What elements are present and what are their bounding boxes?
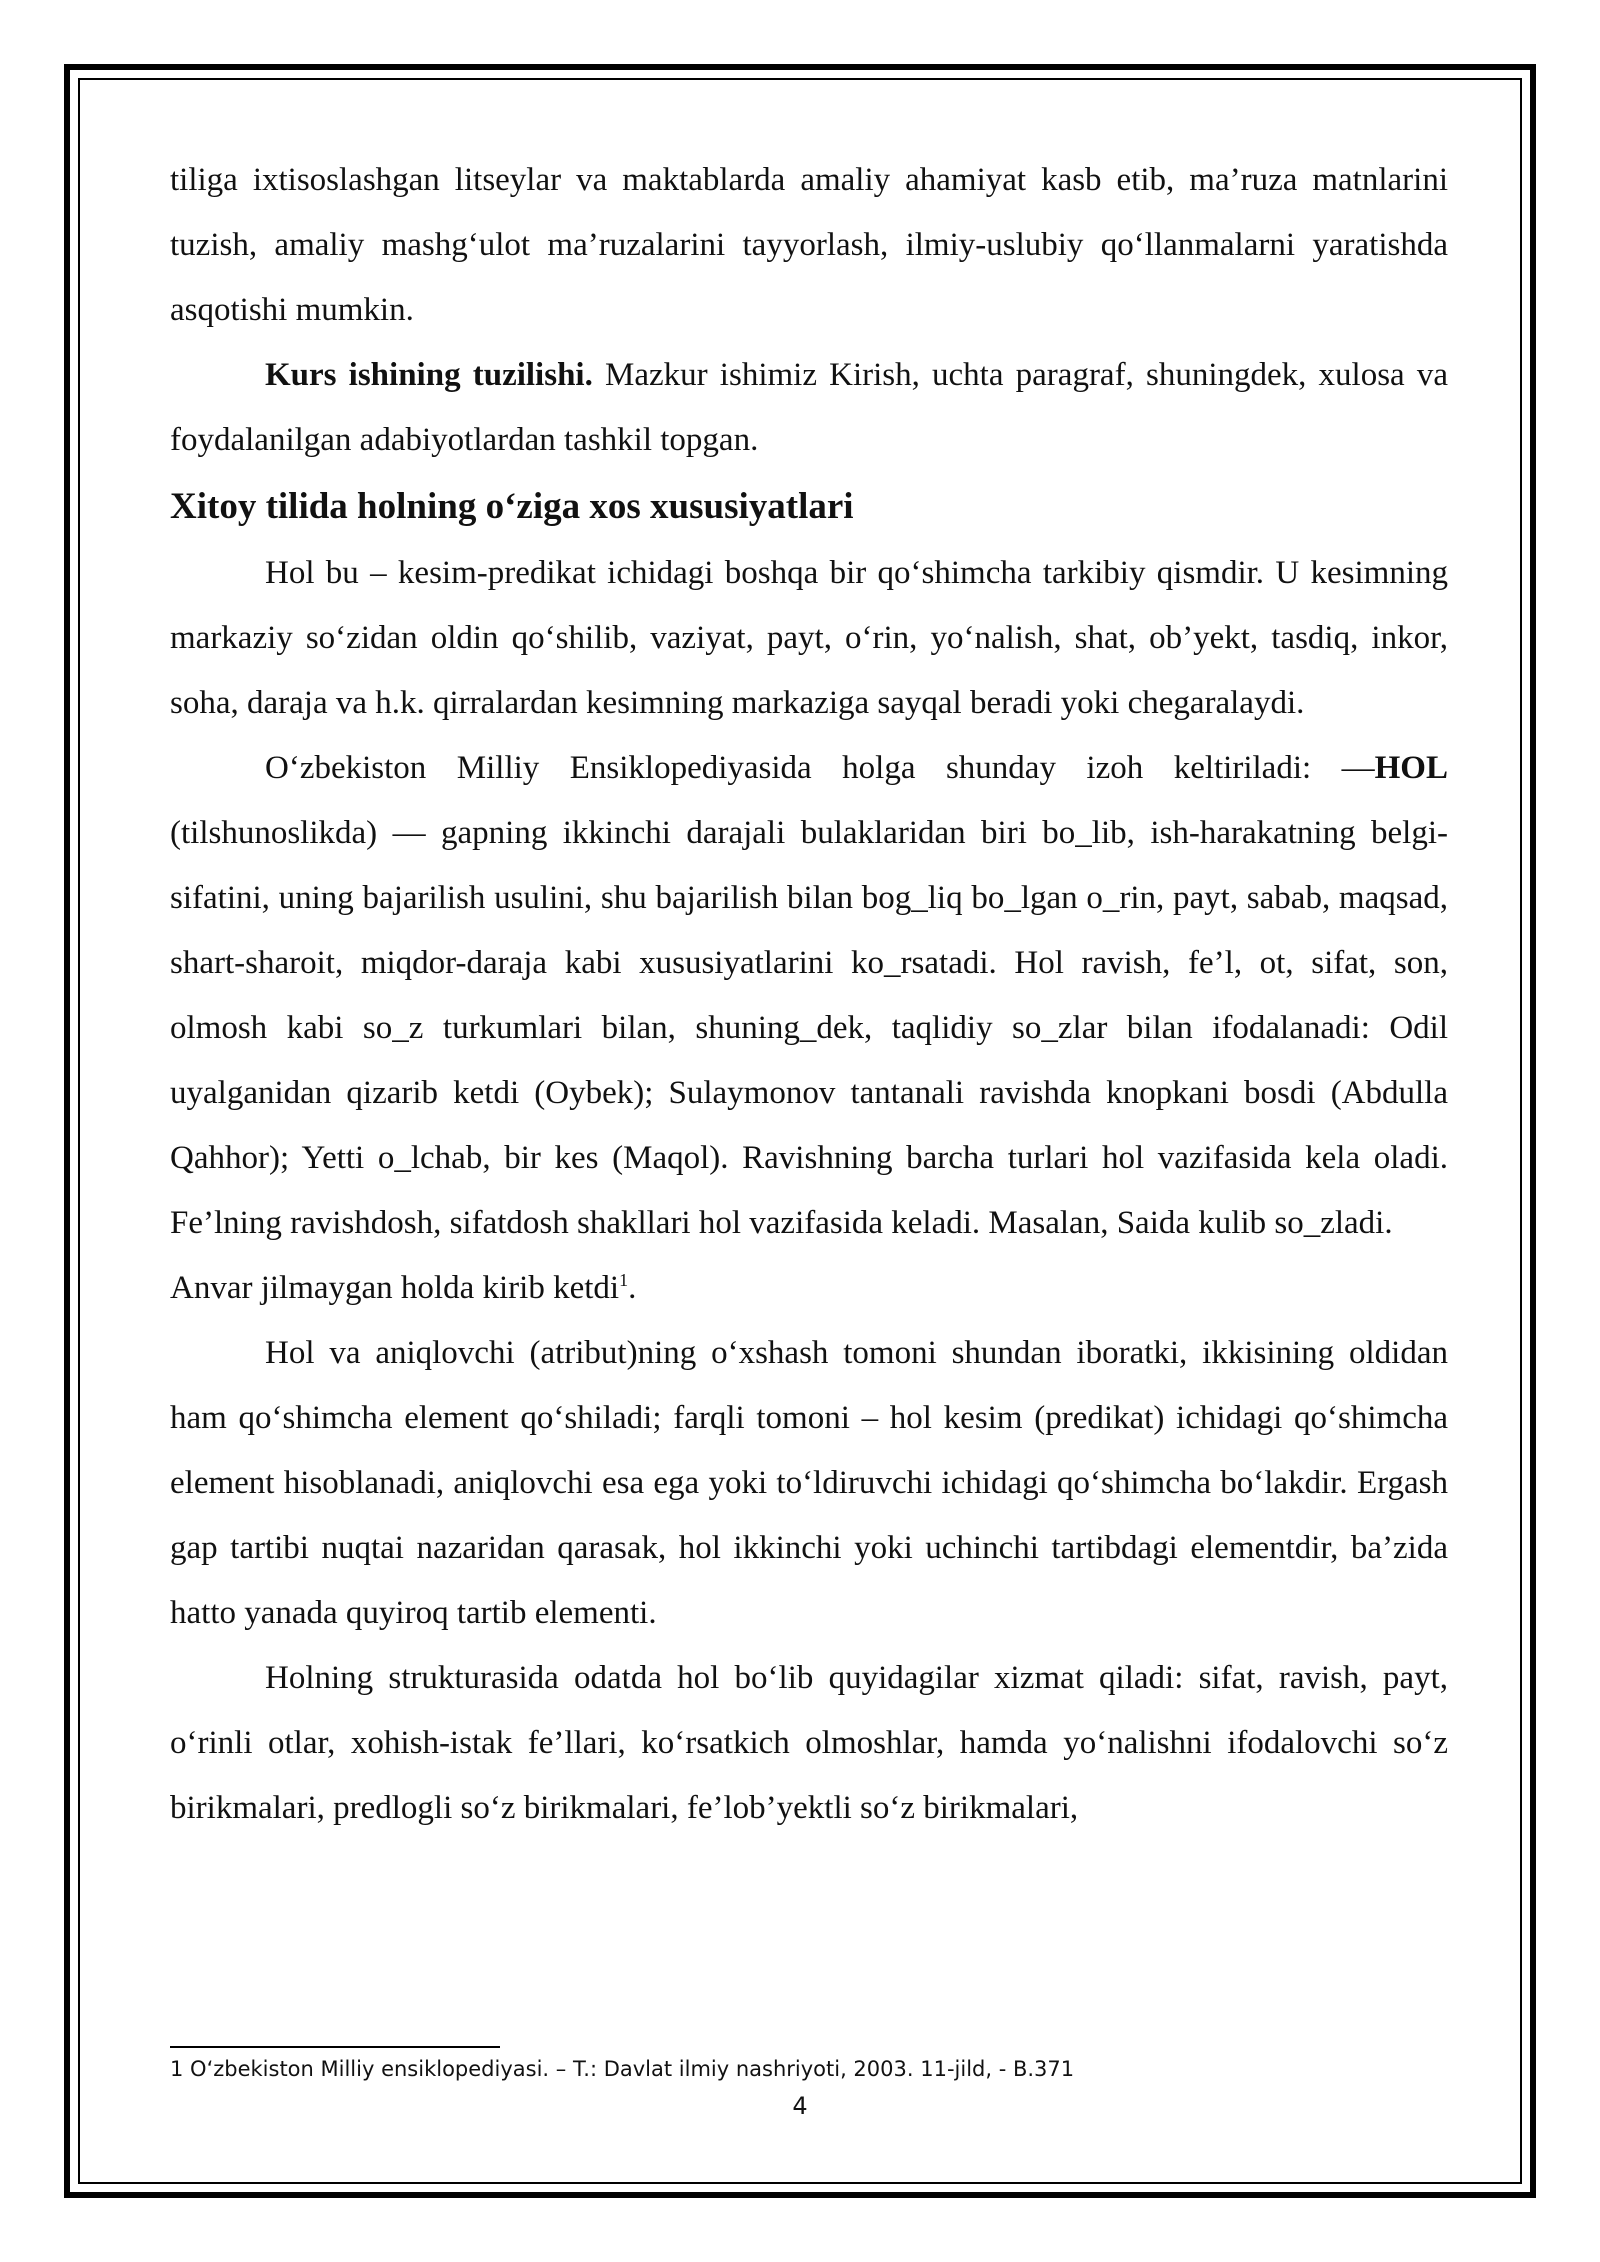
paragraph-4-text: (tilshunoslikda) — gapning ikkinchi darajali bulaklaridan biri bo_lib, ish-harakatning belgi-sifatini, uning bajarilish usulini, shu bajarilish bilan bog_liq bo_lgan o_rin, payt, sabab, maqsad, shart-sharoit, miqdor-daraja kabi xususiyatlarini ko_rsatadi. Hol ravish, fe’l, ot, sifat, son, olmosh kabi so_z turkumlari bilan, shuning_dek, taqlidiy so_zlar bilan ifodalanadi: Odil uyalganidan qizarib ketdi (Oybek); Sulaymonov tantanali ravishda knopkani bosdi (Abdulla Qahhor); Yetti o_lchab, bir kes (Maqol). Ravishning barcha turlari hol vazifasida kela oladi. Fe’lning ravishdosh, sifatdosh shakllari hol vazifasida keladi. Masalan, Saida kulib so_zladi. — [170, 815, 1448, 1241]
document-body — [170, 148, 1448, 1841]
paragraph-7: Holning strukturasida odatda hol bo‘lib quyidagilar xizmat qiladi: sifat, ravish, payt, o‘rinli otlar, xohish-istak fe’llari, ko‘rsatkich olmoshlar, hamda yo‘nalishni ifodalovchi so‘z birikmalari, predlogli so‘z birikmalari, fe’lob’yektli so‘z birikmalari, — [170, 1660, 1448, 1826]
footnote-reference[interactable]: 1 — [619, 1270, 629, 1290]
paragraph-5-end: . — [628, 1270, 637, 1306]
paragraph-6: Hol va aniqlovchi (atribut)ning o‘xshash tomoni shundan iboratki, ikkisining oldidan ham qo‘shimcha element qo‘shiladi; farqli tomoni – hol kesim (predikat) ichidagi qo‘shimcha element hisoblanadi, aniqlovchi esa ega yoki to‘ldiruvchi ichidagi qo‘shimcha bo‘lakdir. Ergash gap tartibi nuqtai nazaridan qarasak, hol ikkinchi yoki uchinchi tartibdagi elementdir, ba’zida hatto yanada quyiroq tartib elementi. — [170, 1335, 1448, 1631]
paragraph-5 — [170, 1256, 1448, 1321]
paragraph-2 — [170, 343, 1448, 473]
paragraph-4 — [170, 736, 1448, 1256]
paragraph-4-bold-term: HOL — [1374, 750, 1448, 786]
footnote-separator — [170, 2046, 500, 2048]
footnote-text: 1 O‘zbekiston Milliy ensiklopediyasi. – T.: Davlat ilmiy nashriyoti, 2003. 11-jild, - B.371 — [170, 2057, 1075, 2081]
paragraph-5-text: Anvar jilmaygan holda kirib ketdi — [170, 1270, 620, 1306]
paragraph-3: Hol bu – kesim-predikat ichidagi boshqa bir qo‘shimcha tarkibiy qismdir. U kesimning markaziy so‘zidan oldin qo‘shilib, vaziyat, payt, o‘rin, yo‘nalish, shat, ob’yekt, tasdiq, inkor, soha, daraja va h.k. qirralardan kesimning markaziga sayqal beradi yoki chegaralaydi. — [170, 555, 1448, 721]
page-number: 4 — [792, 2092, 808, 2120]
paragraph-1: tiliga ixtisoslashgan litseylar va maktablarda amaliy ahamiyat kasb etib, ma’ruza matnlarini tuzish, amaliy mashg‘ulot ma’ruzalarini tayyorlash, ilmiy-uslubiy qo‘llanmalarni yaratishda asqotishi mumkin. — [170, 162, 1448, 328]
paragraph-2-bold-lead: Kurs ishining tuzilishi. — [265, 357, 593, 393]
paragraph-4-start: O‘zbekiston Milliy Ensiklopediyasida holga shunday izoh keltiriladi: — — [265, 750, 1375, 786]
paragraph-2-text: Mazkur ishimiz Kirish, uchta paragraf, shuningdek, xulosa va foydalanilgan adabiyotlardan tashkil topgan. — [170, 357, 1449, 458]
section-heading: Xitoy tilida holning o‘ziga xos xususiyatlari — [170, 486, 854, 527]
